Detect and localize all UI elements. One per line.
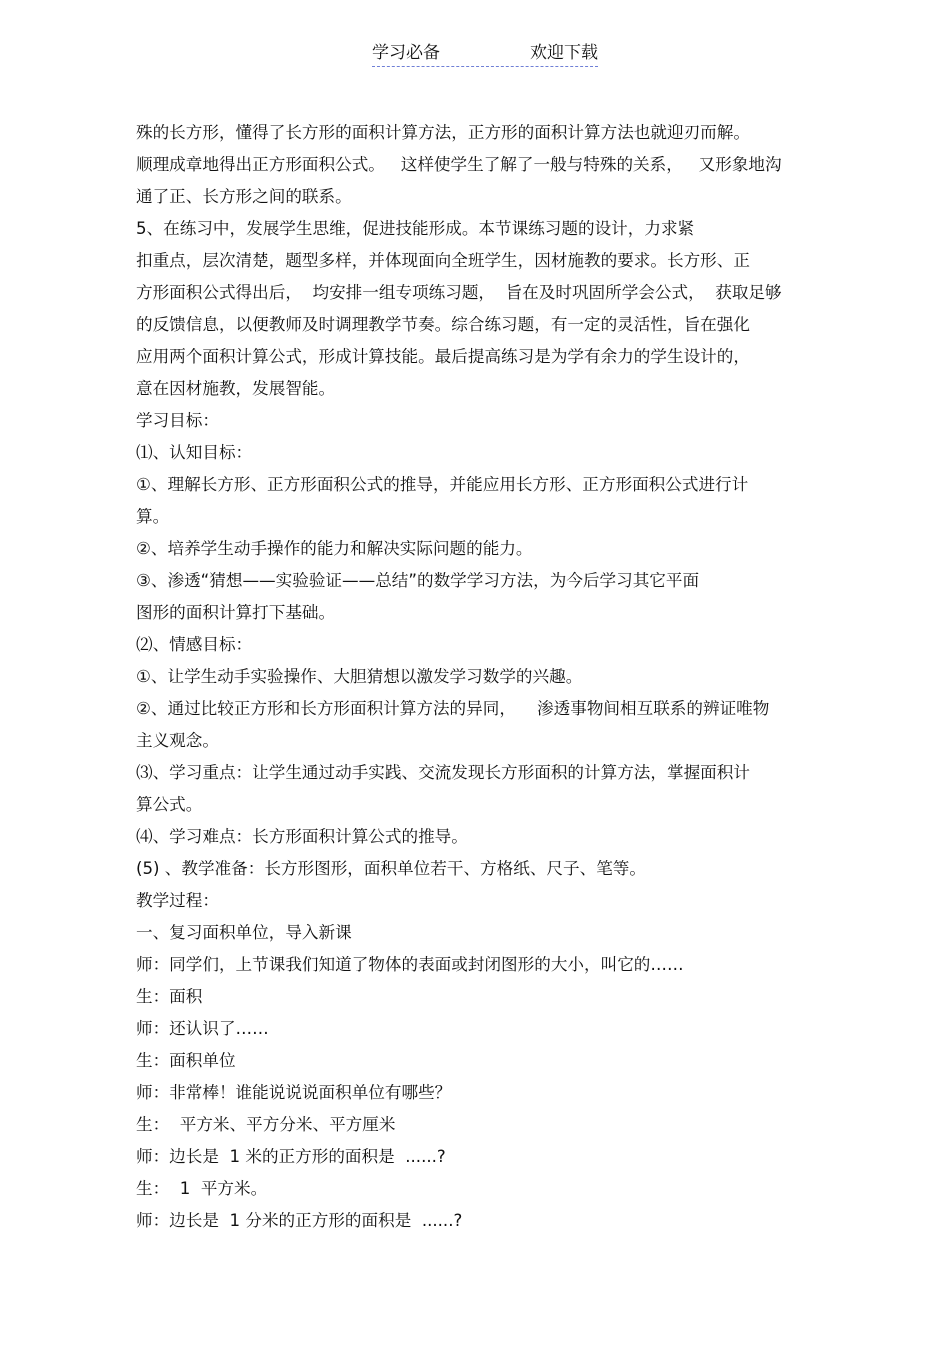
- header-left-text: 学习必备: [372, 43, 440, 63]
- subsection-heading: ⑵、情感目标：: [136, 635, 253, 654]
- subsection-heading: ⑴、认知目标：: [136, 443, 253, 462]
- list-item: ①、理解长方形、正方形面积公式的推导，并能应用长方形、正方形面积公式进行计: [136, 475, 749, 494]
- text-line: 通了正、长方形之间的联系。: [136, 187, 352, 206]
- list-item: ③、渗透“猜想——实验验证——总结”的数学学习方法，为今后学习其它平面: [136, 571, 700, 590]
- dialogue-line: 师：非常棒！谁能说说说面积单位有哪些？: [136, 1083, 452, 1102]
- list-item: ①、让学生动手实验操作、大胆猜想以激发学习数学的兴趣。: [136, 667, 583, 686]
- subsection-heading: (5) 、教学准备：长方形图形，面积单位若干、方格纸、尺子、笔等。: [136, 859, 646, 878]
- dialogue-line: 师：边长是 1 米的正方形的面积是 ......?: [136, 1147, 446, 1166]
- step-heading: 一、复习面积单位，导入新课: [136, 923, 352, 942]
- section-heading: 学习目标：: [136, 411, 219, 430]
- header-right-text: 欢迎下载: [530, 43, 598, 63]
- text-line: 顺理成章地得出正方形面积公式。 这样使学生了解了一般与特殊的关系， 又形象地沟: [136, 155, 782, 174]
- dialogue-line: 生：面积: [136, 987, 203, 1006]
- list-item: ②、培养学生动手操作的能力和解决实际问题的能力。: [136, 539, 533, 558]
- section-heading: 教学过程：: [136, 891, 219, 910]
- dialogue-line: 师：还认识了……: [136, 1019, 269, 1038]
- text-line: 意在因材施教，发展智能。: [136, 379, 336, 398]
- dialogue-line: 生： 平方米、平方分米、平方厘米: [136, 1115, 396, 1134]
- text-line: 5、在练习中，发展学生思维，促进技能形成。本节课练习题的设计，力求紧: [136, 219, 695, 238]
- dialogue-line: 生： 1 平方米。: [136, 1179, 268, 1198]
- list-item: ②、通过比较正方形和长方形面积计算方法的异同， 渗透事物间相互联系的辨证唯物: [136, 699, 770, 718]
- text-line: 方形面积公式得出后， 均安排一组专项练习题， 旨在及时巩固所学会公式， 获取足够: [136, 283, 782, 302]
- text-line: 扣重点，层次清楚，题型多样，并体现面向全班学生，因材施教的要求。长方形、正: [136, 251, 750, 270]
- subsection-heading: ⑶、学习重点：让学生通过动手实践、交流发现长方形面积的计算方法，掌握面积计: [136, 763, 750, 782]
- text-line: 算。: [136, 507, 170, 526]
- document-body: [136, 117, 836, 1237]
- text-line: 主义观念。: [136, 731, 219, 750]
- dialogue-line: 生：面积单位: [136, 1051, 236, 1070]
- dialogue-line: 师：边长是 1 分米的正方形的面积是 ......?: [136, 1211, 463, 1230]
- text-line: 的反馈信息，以便教师及时调理教学节奏。综合练习题，有一定的灵活性，旨在强化: [136, 315, 750, 334]
- text-line: 算公式。: [136, 795, 203, 814]
- text-line: 应用两个面积计算公式，形成计算技能。最后提高练习是为学有余力的学生设计的，: [136, 347, 750, 366]
- text-line: 殊的长方形，懂得了长方形的面积计算方法，正方形的面积计算方法也就迎刃而解。: [136, 123, 750, 142]
- text-line: 图形的面积计算打下基础。: [136, 603, 336, 622]
- subsection-heading: ⑷、学习难点：长方形面积计算公式的推导。: [136, 827, 468, 846]
- page-header: [372, 40, 598, 67]
- dialogue-line: 师：同学们，上节课我们知道了物体的表面或封闭图形的大小，叫它的……: [136, 955, 684, 974]
